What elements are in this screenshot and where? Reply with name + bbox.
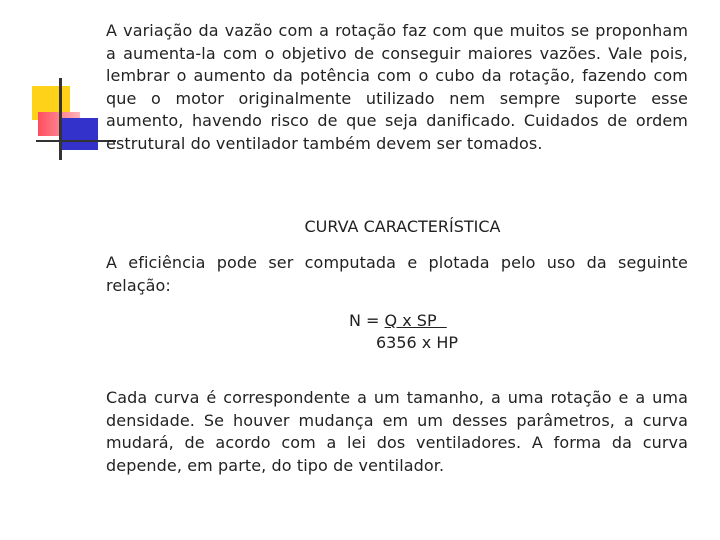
paragraph-intro: A variação da vazão com a rotação faz com que muitos se proponham a aumenta-la com o objetivo de conseguir maiores vazões. Vale pois, lembrar o aumento da potência com o cubo da rotação, fazendo com que o motor originalmente utilizado nem sempre suporte esse aumento, havendo risco de que seja danificado. Cuidados de ordem estrutural do ventilador também devem ser tomados. [106,21,688,153]
formula-numerator: Q x SP [384,311,447,330]
formula-lhs: N = [349,311,385,330]
paragraph-efficiency: A eficiência pode ser computada e plotada pelo uso da seguinte relação: [106,253,688,295]
horizontal-line [36,140,116,142]
paragraph-curves: Cada curva é correspondente a um tamanho, a uma rotação e a uma densidade. Se houver mudança em um desses parâmetros, a curva mudará, de acordo com a lei dos ventiladores. A forma da curva depende, em parte, do tipo de ventilador. [106,388,688,475]
section-heading: CURVA CARACTERÍSTICA [304,217,501,236]
formula-denominator: 6356 x HP [376,333,459,352]
vertical-line [59,78,62,160]
formula-numerator-line [349,310,447,332]
blue-square [62,118,98,150]
decorative-squares-logo [0,0,120,170]
